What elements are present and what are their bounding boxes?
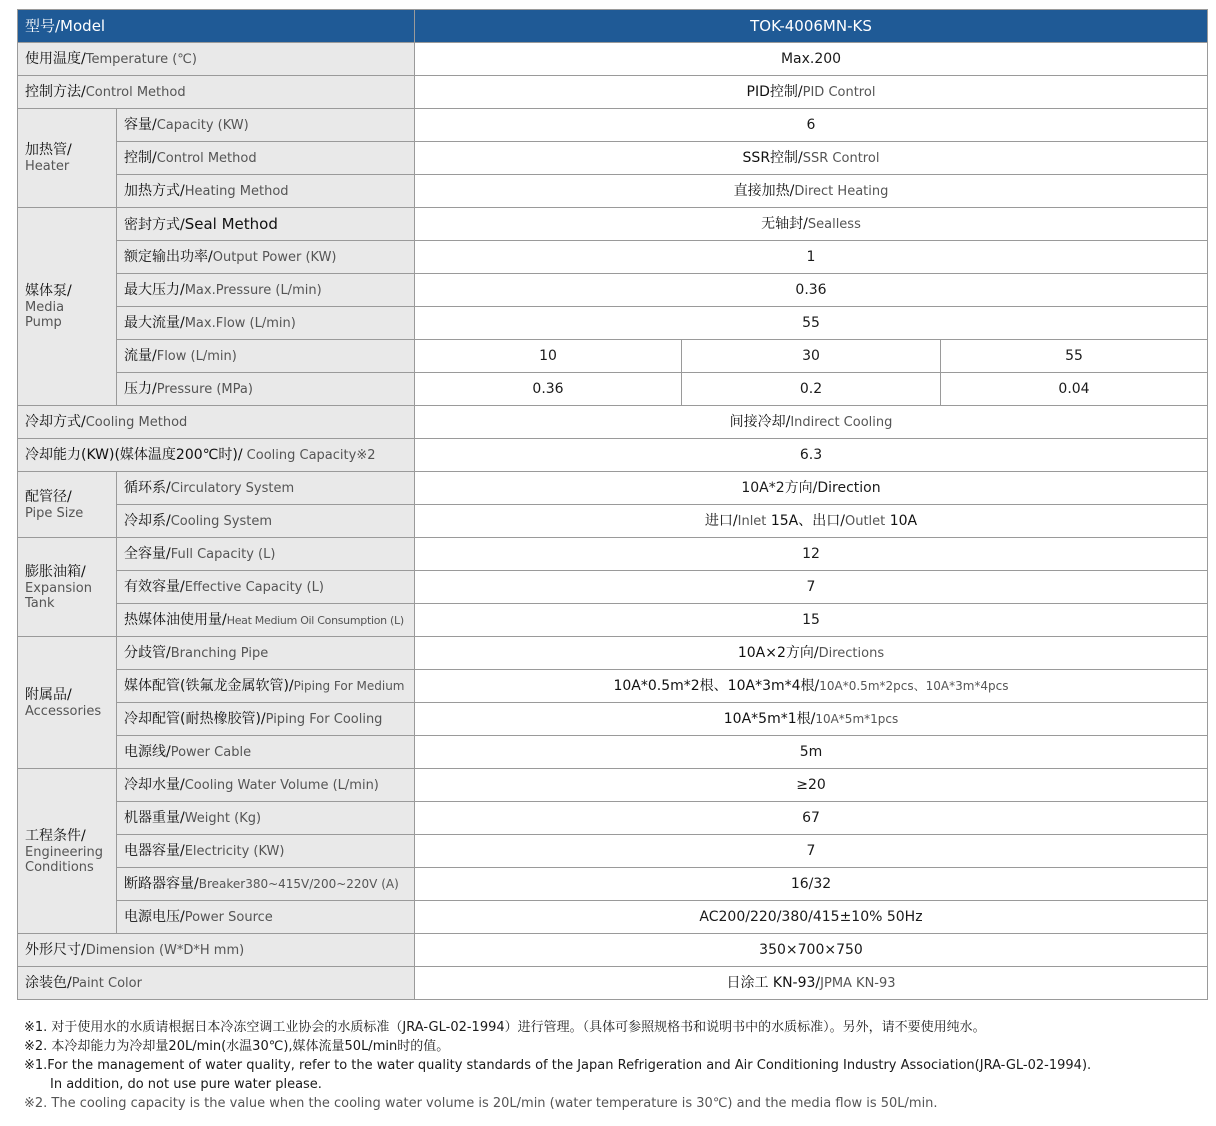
output-power-label: 额定输出功率/Output Power (KW): [117, 241, 415, 274]
heating-method-value: 直接加热/Direct Heating: [415, 175, 1208, 208]
pump-group-label: 媒体泵/ Media Pump: [18, 208, 117, 406]
expansion-tank-group-label: 膨胀油箱/ Expansion Tank: [18, 538, 117, 637]
oil-consumption-value: 15: [415, 604, 1208, 637]
branching-pipe-value: 10A×2方向/Directions: [415, 637, 1208, 670]
full-capacity-label: 全容量/Full Capacity (L): [117, 538, 415, 571]
full-capacity-value: 12: [415, 538, 1208, 571]
pressure-value-1: 0.36: [415, 373, 682, 406]
full-capacity-row: [18, 538, 1208, 571]
medium-piping-label: 媒体配管(铁氟龙金属软管)/Piping For Medium: [117, 670, 415, 703]
oil-consumption-label: 热媒体油使用量/Heat Medium Oil Consumption (L): [117, 604, 415, 637]
medium-piping-value: 10A*0.5m*2根、10A*3m*4根/10A*0.5m*2pcs、10A*3m*4pcs: [415, 670, 1208, 703]
pressure-row: [18, 373, 1208, 406]
spec-sheet: [17, 9, 1207, 1000]
footnote-1-en: ※1.For the management of water quality, refer to the water quality standards of the Japan Refrigeration and Air Conditioning Industry Association(JRA-GL-02-1994).: [24, 1058, 1092, 1073]
dimension-row: [18, 934, 1208, 967]
footnote-2-cn: ※2. 本冷却能力为冷却量20L/min(水温30℃),媒体流量50L/min时的值。: [24, 1039, 450, 1054]
branching-pipe-label: 分歧管/Branching Pipe: [117, 637, 415, 670]
seal-method-label: 密封方式/Seal Method: [117, 208, 415, 241]
power-source-value: AC200/220/380/415±10% 50Hz: [415, 901, 1208, 934]
model-value: TOK-4006MN-KS: [415, 10, 1208, 43]
temperature-row: [18, 43, 1208, 76]
cooling-capacity-row: [18, 439, 1208, 472]
heater-capacity-row: [18, 109, 1208, 142]
branching-pipe-row: [18, 637, 1208, 670]
flow-label: 流量/Flow (L/min): [117, 340, 415, 373]
seal-method-row: [18, 208, 1208, 241]
power-cable-row: [18, 736, 1208, 769]
weight-label: 机器重量/Weight (Kg): [117, 802, 415, 835]
spec-table: [17, 9, 1208, 1000]
control-method-row: [18, 76, 1208, 109]
max-pressure-row: [18, 274, 1208, 307]
accessories-group-label: 附属品/ Accessories: [18, 637, 117, 769]
paint-color-label: 涂装色/Paint Color: [18, 967, 415, 1000]
medium-piping-row: [18, 670, 1208, 703]
footnote-1-en-cont: In addition, do not use pure water please.: [50, 1077, 322, 1092]
effective-capacity-value: 7: [415, 571, 1208, 604]
breaker-row: [18, 868, 1208, 901]
electricity-value: 7: [415, 835, 1208, 868]
electricity-label: 电器容量/Electricity (KW): [117, 835, 415, 868]
effective-capacity-label: 有效容量/Effective Capacity (L): [117, 571, 415, 604]
heater-control-value: SSR控制/SSR Control: [415, 142, 1208, 175]
footnotes: [24, 1018, 1091, 1113]
power-cable-label: 电源线/Power Cable: [117, 736, 415, 769]
heater-capacity-value: 6: [415, 109, 1208, 142]
max-flow-label: 最大流量/Max.Flow (L/min): [117, 307, 415, 340]
max-flow-row: [18, 307, 1208, 340]
cooling-system-label: 冷却系/Cooling System: [117, 505, 415, 538]
cooling-capacity-label: 冷却能力(KW)(媒体温度200℃时)/ Cooling Capacity※2: [18, 439, 415, 472]
cooling-method-value: 间接冷却/Indirect Cooling: [415, 406, 1208, 439]
heating-method-row: [18, 175, 1208, 208]
electricity-row: [18, 835, 1208, 868]
circulatory-system-label: 循环系/Circulatory System: [117, 472, 415, 505]
cooling-capacity-value: 6.3: [415, 439, 1208, 472]
max-pressure-label: 最大压力/Max.Pressure (L/min): [117, 274, 415, 307]
heater-capacity-label: 容量/Capacity (KW): [117, 109, 415, 142]
paint-color-value: 日涂工 KN-93/JPMA KN-93: [415, 967, 1208, 1000]
footnote-1-cn: ※1. 对于使用水的水质请根据日本冷冻空调工业协会的水质标准（JRA-GL-02-1994）进行管理。（具体可参照规格书和说明书中的水质标准）。另外，请不要使用纯水。: [24, 1020, 986, 1035]
max-flow-value: 55: [415, 307, 1208, 340]
temperature-label: 使用温度/Temperature (℃): [18, 43, 415, 76]
output-power-value: 1: [415, 241, 1208, 274]
cooling-water-value: ≥20: [415, 769, 1208, 802]
oil-consumption-row: [18, 604, 1208, 637]
temperature-value: Max.200: [415, 43, 1208, 76]
seal-method-value: 无轴封/Sealless: [415, 208, 1208, 241]
model-header-row: [18, 10, 1208, 43]
cooling-water-row: [18, 769, 1208, 802]
paint-color-row: [18, 967, 1208, 1000]
control-method-value: PID控制/PID Control: [415, 76, 1208, 109]
flow-row: [18, 340, 1208, 373]
output-power-row: [18, 241, 1208, 274]
footnote-2-en: ※2. The cooling capacity is the value when the cooling water volume is 20L/min (water temperature is 30℃) and the media flow is 50L/min.: [24, 1096, 938, 1111]
circulatory-system-value: 10A*2方向/Direction: [415, 472, 1208, 505]
control-method-label: 控制方法/Control Method: [18, 76, 415, 109]
cooling-method-label: 冷却方式/Cooling Method: [18, 406, 415, 439]
power-source-row: [18, 901, 1208, 934]
pipe-size-group-label: 配管径/ Pipe Size: [18, 472, 117, 538]
weight-value: 67: [415, 802, 1208, 835]
pressure-value-3: 0.04: [941, 373, 1208, 406]
model-label: 型号/Model: [18, 10, 415, 43]
cooling-method-row: [18, 406, 1208, 439]
flow-value-2: 30: [682, 340, 941, 373]
effective-capacity-row: [18, 571, 1208, 604]
power-source-label: 电源电压/Power Source: [117, 901, 415, 934]
cooling-water-label: 冷却水量/Cooling Water Volume (L/min): [117, 769, 415, 802]
pressure-value-2: 0.2: [682, 373, 941, 406]
dimension-value: 350×700×750: [415, 934, 1208, 967]
flow-value-3: 55: [941, 340, 1208, 373]
breaker-value: 16/32: [415, 868, 1208, 901]
weight-row: [18, 802, 1208, 835]
cooling-piping-row: [18, 703, 1208, 736]
engineering-group-label: 工程条件/ Engineering Conditions: [18, 769, 117, 934]
cooling-piping-value: 10A*5m*1根/10A*5m*1pcs: [415, 703, 1208, 736]
heater-control-label: 控制/Control Method: [117, 142, 415, 175]
cooling-piping-label: 冷却配管(耐热橡胶管)/Piping For Cooling: [117, 703, 415, 736]
dimension-label: 外形尺寸/Dimension (W*D*H mm): [18, 934, 415, 967]
circulatory-system-row: [18, 472, 1208, 505]
heating-method-label: 加热方式/Heating Method: [117, 175, 415, 208]
pressure-label: 压力/Pressure (MPa): [117, 373, 415, 406]
breaker-label: 断路器容量/Breaker380~415V/200~220V (A): [117, 868, 415, 901]
flow-value-1: 10: [415, 340, 682, 373]
cooling-system-row: [18, 505, 1208, 538]
max-pressure-value: 0.36: [415, 274, 1208, 307]
cooling-system-value: 进口/Inlet 15A、出口/Outlet 10A: [415, 505, 1208, 538]
power-cable-value: 5m: [415, 736, 1208, 769]
heater-group-label: 加热管/ Heater: [18, 109, 117, 208]
heater-control-row: [18, 142, 1208, 175]
